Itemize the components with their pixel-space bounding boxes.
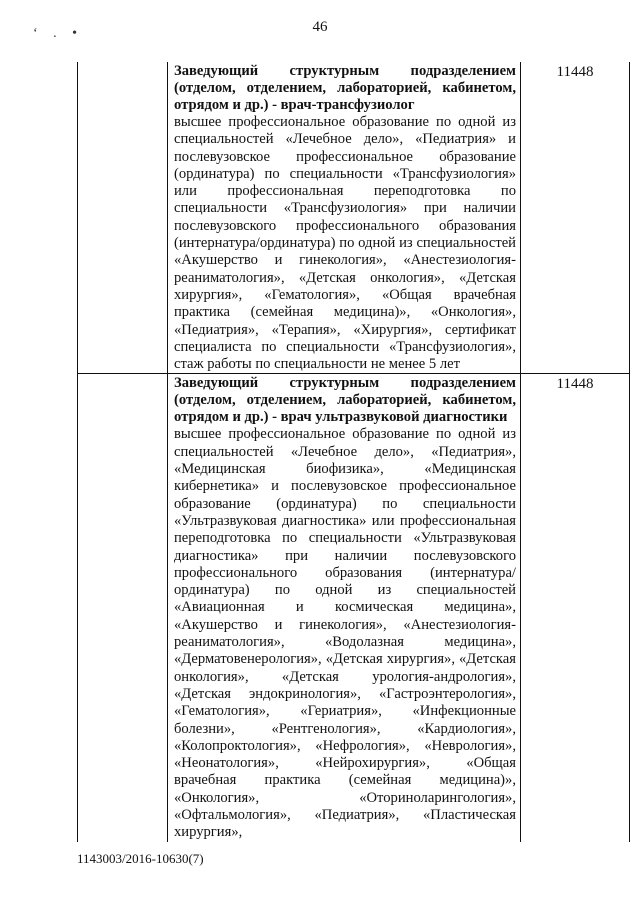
qualification-table: [77, 62, 630, 842]
empty-cell: [78, 374, 168, 842]
position-title: Заведующий структурным подразделением (отделом, отделением, лабораторией, кабинетом, отрядом и др.) - врач-трансфузиолог: [174, 63, 516, 113]
position-title: Заведующий структурным подразделением (отделом, отделением, лабораторией, кабинетом, отрядом и др.) - врач ультразвуковой диагностики: [174, 375, 516, 426]
code-cell: 11448: [521, 374, 630, 842]
requirements-text: высшее профессиональное образование по одной из специальностей «Лечебное дело», «Педиатрия», «Медицинская биофизика», «Медицинская кибернетика» и послевузовское профессиональное образование (ординатура) по специальности «Ультразвуковая диагностика» или профессиональная переподготовка по специальности «Ультразвуковая диагностика» при наличии послевузовского профессионального образования (интернатура/ординатура) по одной из специальностей «Авиационная и космическая медицина», «Акушерство и гинекология», «Анестезиология-реаниматология», «Водолазная медицина», «Дерматовенерология», «Детская хирургия», «Детская онкология», «Детская урология-андрология», «Детская эндокринология», «Гастроэнтерология», «Гематология», «Гериатрия», «Инфекционные болезни», «Рентгенология», «Кардиология», «Колопроктология», «Нефрология», «Неврология», «Неонатология», «Нейрохирургия», «Общая врачебная практика (семейная медицина)», «Онкология», «Оториноларингология», «Офтальмология», «Педиатрия», «Пластическая хирургия»,: [174, 426, 516, 841]
requirements-text: высшее профессиональное образование по одной из специальностей «Лечебное дело», «Педиатрия» и послевузовское профессиональное образование (ординатура) по специальности «Трансфузиология» или профессиональная переподготовка по специальности «Трансфузиология» при наличии послевузовского профессионального образования (интернатура/ординатура) по одной из специальностей «Акушерство и гинекология», «Анестезиология-реаниматология», «Детская онкология», «Детская хирургия», «Гематология», «Общая врачебная практика (семейная медицина)», «Онкология», «Педиатрия», «Терапия», «Хирургия», сертификат специалиста по специальности «Трансфузиология», стаж работы по специальности не менее 5 лет: [174, 114, 516, 373]
table-row: [78, 62, 630, 374]
empty-cell: [78, 62, 168, 374]
page-number: 46: [312, 19, 328, 35]
table-row: [78, 374, 630, 842]
scan-marks: ‘ . •: [33, 26, 84, 41]
document-id: 1143003/2016-10630(7): [77, 851, 204, 866]
code-cell: 11448: [521, 62, 630, 374]
requirements-cell: [168, 374, 521, 842]
requirements-cell: [168, 62, 521, 374]
